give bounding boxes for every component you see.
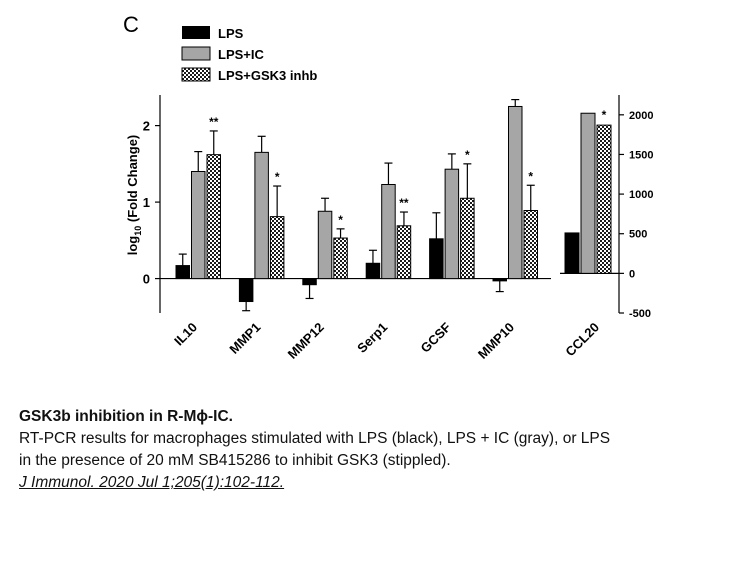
significance-il10: ** — [209, 114, 219, 129]
x-tick-label-gcsf: GCSF — [417, 319, 454, 356]
bar-lps-ic-mmp12 — [318, 211, 332, 278]
y-tick-label-right: 1500 — [629, 149, 654, 162]
bar-lps-gsk3-inhb-ccl20 — [597, 125, 611, 273]
y-tick-label-right: 500 — [629, 228, 648, 241]
bar-lps-ic-ccl20 — [581, 113, 595, 273]
legend — [182, 26, 317, 83]
legend-swatch-gsk3 — [182, 68, 210, 81]
bar-lps-gcsf — [430, 239, 444, 279]
caption-title: GSK3b inhibition in R-Mϕ-IC. — [19, 408, 233, 425]
x-tick-label-il10: IL10 — [171, 319, 201, 349]
caption-line-1: RT-PCR results for macrophages stimulated with LPS (black), LPS + IC (gray), or LPS — [19, 430, 611, 447]
y-tick-label-right: 0 — [629, 268, 636, 281]
bar-lps-gsk3-inhb-gcsf — [461, 198, 475, 278]
bar-lps-il10 — [176, 266, 190, 279]
legend-label-lps: LPS — [218, 26, 244, 41]
y-axis-title: $\log_{10}$ (Fold Change) — [125, 134, 143, 256]
bar-lps-ic-il10 — [192, 171, 206, 278]
legend-label-gsk3: LPS+GSK3 inhb — [218, 68, 318, 83]
bar-lps-ic-mmp10 — [509, 106, 523, 278]
chart-left — [143, 95, 551, 362]
bar-lps-gsk3-inhb-il10 — [207, 155, 221, 279]
x-tick-label-mmp12: MMP12 — [284, 319, 327, 362]
significance-mmp1: * — [274, 170, 280, 185]
legend-swatch-lps-ic — [182, 47, 210, 60]
caption — [19, 406, 749, 494]
significance-gcsf: * — [465, 147, 470, 162]
bar-lps-mmp12 — [303, 279, 317, 285]
significance-ccl20: * — [601, 108, 607, 123]
bar-lps-serp1 — [366, 263, 380, 278]
bar-lps-ic-gcsf — [445, 169, 459, 278]
caption-citation: J Immunol. 2020 Jul 1;205(1):102-112. — [19, 474, 285, 491]
caption-line-2: in the presence of 20 mM SB415286 to inhibit GSK3 (stippled). — [19, 452, 451, 469]
chart-right — [560, 95, 653, 359]
significance-mmp12: * — [338, 212, 343, 227]
y-tick-label-left: 1 — [142, 195, 150, 211]
significance-mmp10: * — [528, 169, 534, 184]
bar-lps-ic-serp1 — [382, 184, 396, 278]
significance-serp1: ** — [399, 196, 409, 211]
y-tick-label-left: 2 — [142, 118, 150, 134]
bar-lps-gsk3-inhb-mmp10 — [524, 211, 538, 279]
bar-lps-ic-mmp1 — [255, 152, 269, 278]
x-tick-label-mmp1: MMP1 — [226, 319, 264, 357]
x-tick-label-mmp10: MMP10 — [474, 319, 518, 362]
panel-label: C — [123, 12, 139, 37]
y-tick-label-right: 2000 — [629, 109, 654, 122]
legend-label-lps-ic: LPS+IC — [218, 47, 264, 62]
bar-lps-ccl20 — [565, 233, 579, 273]
bar-lps-gsk3-inhb-mmp1 — [270, 217, 284, 279]
y-tick-label-right: -500 — [629, 308, 652, 320]
x-tick-label-serp1: Serp1 — [354, 319, 391, 356]
bar-lps-gsk3-inhb-mmp12 — [334, 238, 348, 279]
y-tick-label-left: 0 — [142, 271, 150, 287]
legend-swatch-lps — [182, 26, 210, 39]
bar-lps-mmp1 — [239, 279, 253, 302]
bar-lps-mmp10 — [493, 279, 507, 281]
x-tick-label-ccl20: CCL20 — [562, 319, 603, 360]
y-tick-label-right: 1000 — [629, 189, 654, 202]
bar-lps-gsk3-inhb-serp1 — [397, 226, 411, 279]
